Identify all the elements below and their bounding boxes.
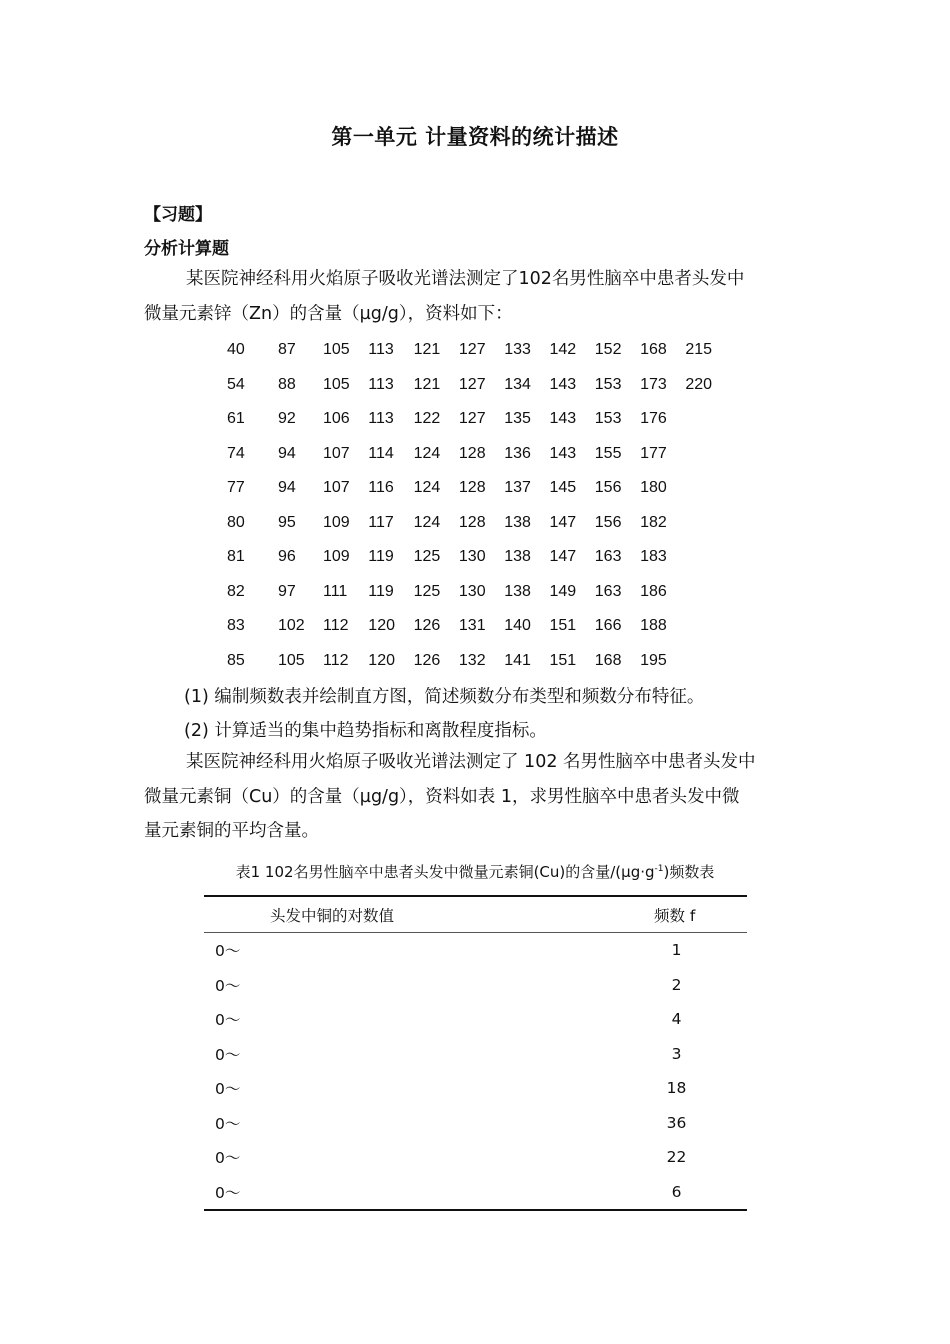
table-cell: 141 [504,651,531,669]
table-row [204,1175,747,1211]
table-cell: 143 [549,444,577,462]
frequency-value: 22 [666,1148,687,1167]
table-cell: 119 [368,548,394,566]
table-row [204,1002,747,1037]
table-cell: 125 [413,582,441,600]
problem2-text [144,745,812,849]
problem2-line3: 量元素铜的平均含量。 [144,821,319,841]
table-cell: 135 [504,410,531,428]
table-cell: 105 [323,341,350,359]
table-cell: 81 [227,548,245,566]
table-cell: 121 [413,341,441,359]
table-cell: 106 [323,410,350,428]
table-cell: 124 [413,444,441,462]
table-cell: 96 [278,548,296,566]
table-cell: 105 [278,651,305,669]
frequency-cell [570,1106,747,1141]
log-value-cell: 0～ [215,1149,241,1168]
frequency-cell [570,1037,747,1072]
table-cell: 151 [549,651,577,669]
table-cell: 152 [594,341,622,359]
table-cell: 130 [458,548,486,566]
table-row [220,609,731,644]
section-label: 【习题】 [144,205,212,225]
table-cell: 105 [323,375,350,393]
table-row [204,1106,747,1141]
table-row [220,471,731,506]
table-cell: 94 [278,479,296,497]
question-1: (1) 编制频数表并绘制直方图，简述频数分布类型和频数分布特征。 [184,687,705,707]
table-cell: 83 [227,617,245,635]
table-cell [685,644,730,679]
table-cell: 163 [594,548,622,566]
table-cell: 61 [227,410,245,428]
table-cell: 147 [549,513,577,531]
frequency-cell [570,933,747,968]
table-cell: 155 [594,444,622,462]
table-cell: 220 [685,375,713,393]
table-cell: 128 [458,479,486,497]
table-cell: 195 [640,651,667,669]
frequency-value: 6 [671,1182,682,1201]
table-cell: 94 [278,444,296,462]
table-cell: 88 [278,375,296,393]
table-cell: 127 [458,375,486,393]
table-row [220,437,731,472]
table-cell: 134 [504,375,531,393]
table-cell: 138 [504,513,531,531]
table-cell: 40 [227,341,245,359]
table-cell: 85 [227,651,245,669]
table-cell: 133 [504,341,531,359]
frequency-value: 36 [666,1113,687,1132]
problem2-line2: 微量元素铜（Cu）的含量（µg/g），资料如表 1，求男性脑卒中患者头发中微 [144,786,740,807]
table-cell: 107 [323,444,350,462]
table-cell: 136 [504,444,531,462]
log-value-cell: 0～ [215,1080,241,1099]
table-cell: 95 [278,513,296,531]
log-value-cell: 0～ [215,1183,241,1202]
frequency-cell [570,968,747,1003]
table-cell: 116 [368,479,394,497]
table-cell: 112 [323,651,349,669]
table-cell: 173 [640,375,667,393]
problem2-line1: 某医院神经科用火焰原子吸收光谱法测定了 102 名男性脑卒中患者头发中 [186,752,756,772]
table-cell: 143 [549,410,577,428]
table-cell: 74 [227,444,245,462]
log-value-cell: 0～ [215,1114,241,1133]
problem1-line1: 某医院神经科用火焰原子吸收光谱法测定了102名男性脑卒中患者头发中 [186,269,745,289]
table-cell: 156 [594,513,622,531]
log-value-cell: 0～ [215,1011,241,1030]
page-title: 第一单元 计量资料的统计描述 [331,125,619,149]
copper-frequency-table [204,895,747,1211]
table-row [204,968,747,1003]
table-row [220,506,731,541]
log-value-cell: 0～ [215,1045,241,1064]
table-cell: 126 [413,617,441,635]
header-log-value: 头发中铜的对数值 [204,896,570,933]
table-cell: 127 [458,410,486,428]
table-cell [685,402,730,437]
table-cell: 109 [323,513,350,531]
table-cell: 153 [594,410,622,428]
table-cell: 215 [685,341,713,359]
table-cell: 188 [640,617,667,635]
table-cell: 109 [323,548,350,566]
table-cell: 180 [640,479,667,497]
table-row [204,1140,747,1175]
table-cell: 132 [458,651,486,669]
table-cell: 168 [640,341,667,359]
frequency-value: 18 [666,1079,687,1098]
frequency-value: 2 [671,975,682,994]
table-cell: 119 [368,582,394,600]
table-cell: 102 [278,617,305,635]
table-cell: 111 [323,582,348,600]
table-cell: 112 [323,617,349,635]
table-cell: 177 [640,444,667,462]
frequency-cell [570,1140,747,1175]
table-cell: 124 [413,479,441,497]
table-cell: 117 [368,513,394,531]
problem1-text [144,262,812,331]
caption-superscript: -1 [654,864,664,874]
table-cell: 145 [549,479,577,497]
table-cell: 128 [458,444,486,462]
table-cell: 126 [413,651,441,669]
frequency-value: 4 [671,1010,682,1029]
table-cell [685,575,730,610]
table-cell: 137 [504,479,531,497]
caption-tail: )频数表 [663,863,715,881]
question-2: (2) 计算适当的集中趋势指标和离散程度指标。 [184,721,547,741]
header-frequency: 频数 f [570,896,747,933]
table-cell: 125 [413,548,441,566]
caption-main: 表1 102名男性脑卒中患者头发中微量元素铜(Cu)的含量/(µg·g [235,863,655,881]
table-cell: 138 [504,582,531,600]
table-cell: 121 [413,375,441,393]
table-cell [685,471,730,506]
table-cell: 156 [594,479,622,497]
frequency-cell [570,1002,747,1037]
table-cell: 122 [413,410,441,428]
table-cell: 131 [458,617,486,635]
problem1-line2: 微量元素锌（Zn）的含量（µg/g），资料如下： [144,303,513,324]
table-cell: 54 [227,375,245,393]
table-cell: 151 [549,617,577,635]
table-row [220,540,731,575]
table-cell: 97 [278,582,296,600]
table-cell: 128 [458,513,486,531]
table-cell: 130 [458,582,486,600]
table-cell: 80 [227,513,245,531]
table-cell: 149 [549,582,577,600]
table-cell: 92 [278,410,296,428]
table-cell: 163 [594,582,622,600]
frequency-cell [570,1071,747,1106]
frequency-value: 3 [671,1044,682,1063]
table1-caption [0,861,950,882]
table-cell: 107 [323,479,350,497]
table-header-row [204,896,747,933]
table-cell: 114 [368,444,394,462]
table-cell: 168 [594,651,622,669]
table-cell [685,540,730,575]
table-row [204,933,747,968]
table-cell: 82 [227,582,245,600]
log-value-cell: 0～ [215,942,241,961]
table-cell: 127 [458,341,486,359]
log-value-cell: 0～ [215,976,241,995]
table-row [220,402,731,437]
table-cell: 142 [549,341,577,359]
table-cell: 124 [413,513,441,531]
table-cell: 186 [640,582,667,600]
table-cell: 147 [549,548,577,566]
table-row [204,1071,747,1106]
table-cell [685,609,730,644]
table-cell [685,506,730,541]
table-cell: 143 [549,375,577,393]
table-cell: 120 [368,617,395,635]
table-cell: 77 [227,479,245,497]
table-cell: 166 [594,617,622,635]
frequency-cell [570,1175,747,1211]
table-cell: 182 [640,513,667,531]
table-cell [685,437,730,472]
table-cell: 113 [368,410,394,428]
zinc-data-table [220,333,731,678]
table-row [220,368,731,403]
table-cell: 87 [278,341,296,359]
table-cell: 113 [368,375,394,393]
table-cell: 113 [368,341,394,359]
subsection-label: 分析计算题 [144,239,229,259]
table-cell: 183 [640,548,667,566]
table-cell: 153 [594,375,622,393]
table-cell: 138 [504,548,531,566]
table-row [220,575,731,610]
table-row [204,1037,747,1072]
table-row [220,644,731,679]
table-cell: 176 [640,410,667,428]
table-row [220,333,731,368]
frequency-value: 1 [671,941,682,960]
table-cell: 140 [504,617,531,635]
table-cell: 120 [368,651,395,669]
